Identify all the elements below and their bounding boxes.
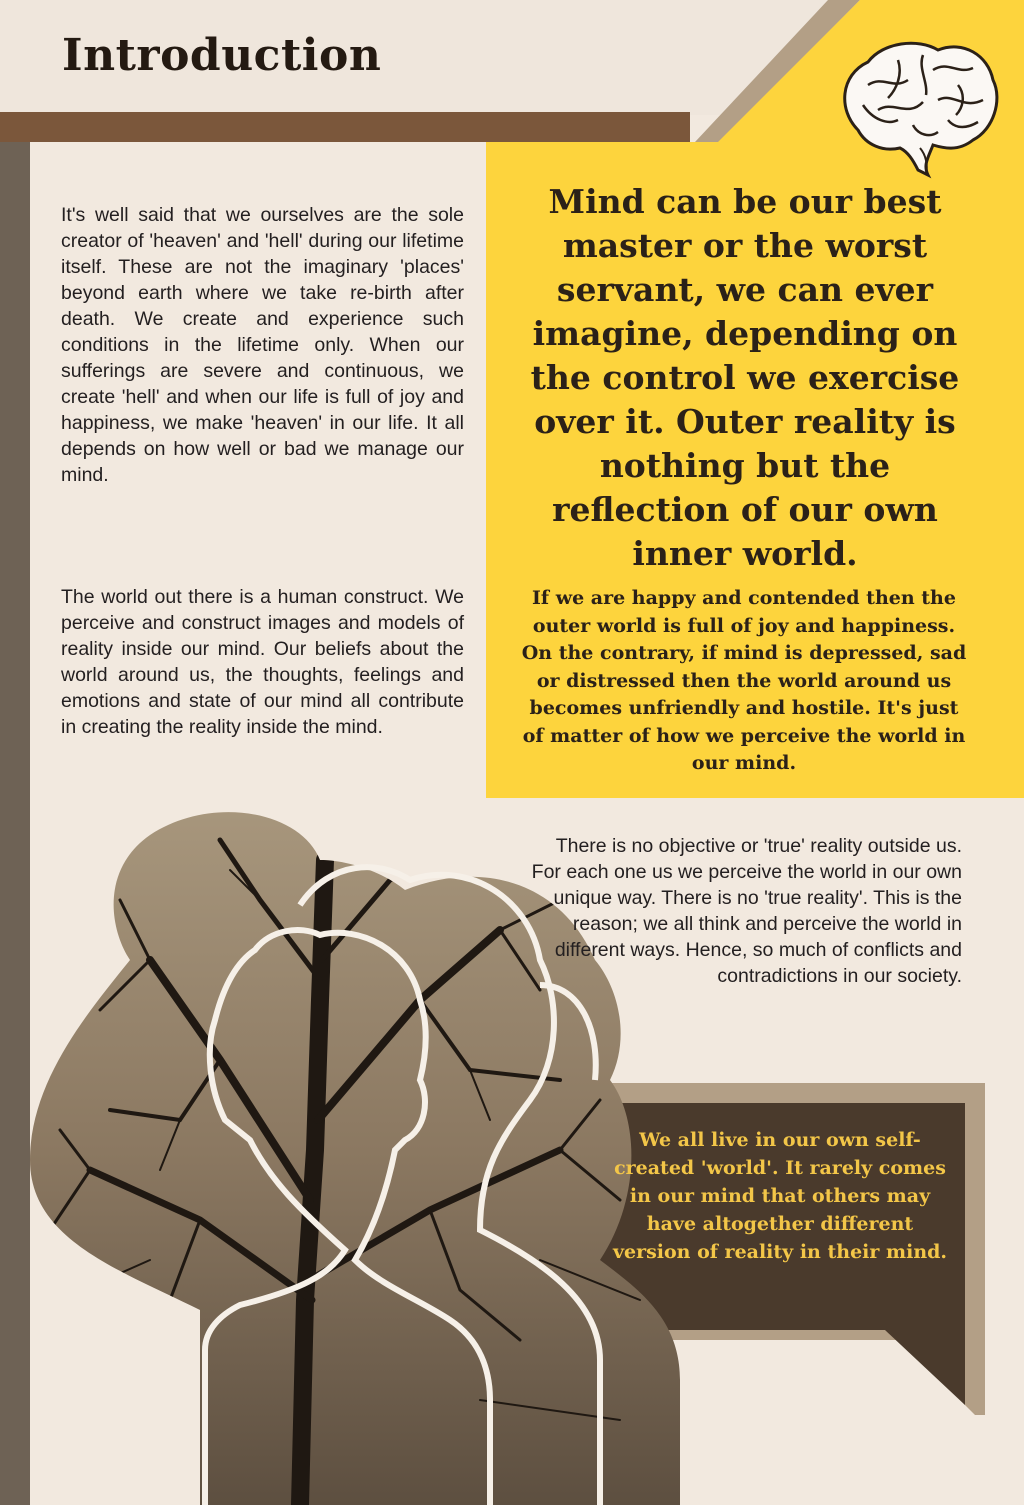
speech-bubble-text: We all live in our own self-created 'world'. It rarely comes in our mind that others may have altogether different version of reality in their mind. xyxy=(612,1129,948,1263)
highlight-sub-quote: If we are happy and contended then the outer world is full of joy and happiness. On the contrary, if mind is depressed, sad or distressed then the world around us becomes unfriendly and hostile. It's just of matter of how we perceive the world in our mind. xyxy=(521,587,967,774)
header-brown-bar xyxy=(0,112,690,142)
intro-paragraph-3: There is no objective or 'true' reality outside us. For each one us we perceive the world in our own unique way. There is no 'true reality'. This is the reason; we all think and perceive the world in different ways. Hence, so much of conflicts and contradictions in our society. xyxy=(531,835,962,987)
left-side-bar xyxy=(0,115,30,1505)
intro-paragraph-2: The world out there is a human construct. We perceive and construct images and models of reality inside our mind. Our beliefs about the world around us, the thoughts, feelings and emotions and state of our mind all contribute in creating the reality inside the mind. xyxy=(61,586,464,738)
page-title: Introduction xyxy=(62,30,382,81)
highlight-quote: Mind can be our best master or the worst servant, we can ever imagine, depending on the control we exercise over it. Outer reality is nothing but the reflection of our own inner world. xyxy=(530,182,960,573)
intro-paragraph-1: It's well said that we ourselves are the sole creator of 'heaven' and 'hell' during our lifetime itself. These are not the imaginary 'places' beyond earth where we take re-birth after death. We create and experience such conditions in the lifetime only. When our sufferings are severe and continuous, we create 'hell' and when our life is full of joy and happiness, we make 'heaven' in our life. It all depends on how well or bad we manage our mind. xyxy=(61,204,464,486)
